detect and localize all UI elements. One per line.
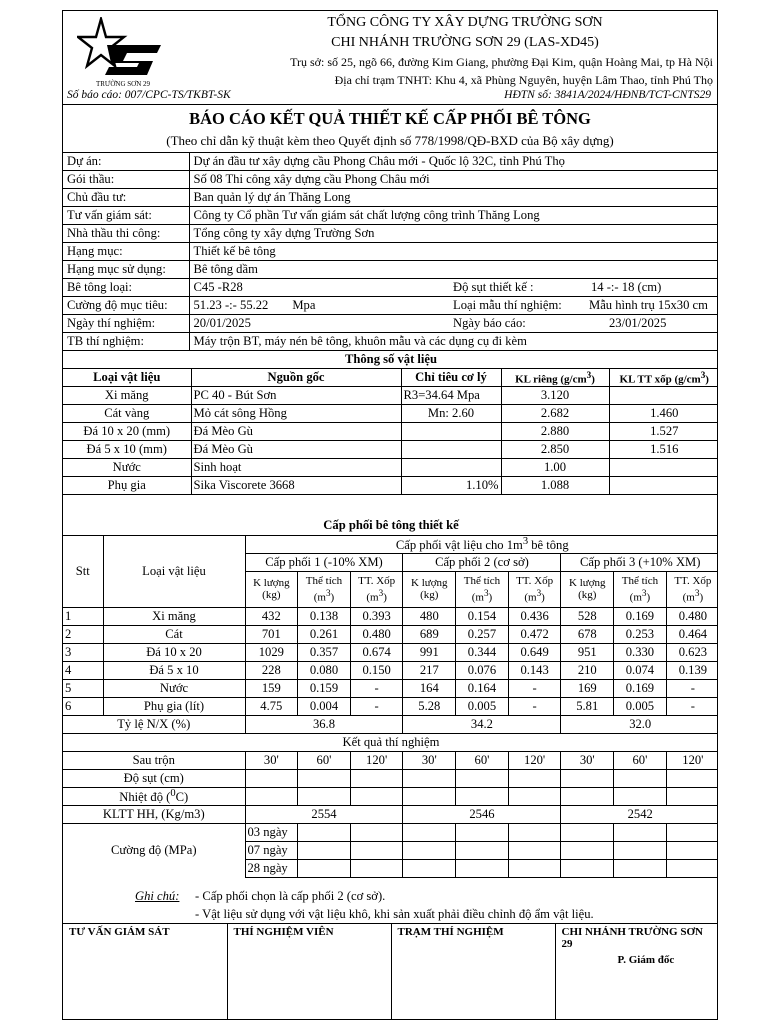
materials-section-title: Thông số vật liệu (63, 351, 718, 369)
signature-lab: TRẠM THÍ NGHIỆM (391, 924, 555, 1021)
signature-branch: CHI NHÁNH TRƯỜNG SƠN 29 P. Giám đốc (555, 924, 718, 1021)
table-row: 4 Đá 5 x 10 228 0.080 0.150 217 0.076 0.143 210 0.074 0.139 (63, 661, 718, 679)
info-row: Nhà thầu thi công: Tổng công ty xây dựng Trường Sơn (63, 225, 718, 243)
project-info-table (63, 152, 718, 351)
wc-ratio-row: Tỷ lệ N/X (%) 36.8 34.2 32.0 (63, 715, 718, 733)
table-row: 5 Nước 159 0.159 - 164 0.164 - 169 0.169 - (63, 679, 718, 697)
branch-name: CHI NHÁNH TRƯỜNG SƠN 29 (LAS-XD45) (331, 35, 599, 50)
mix-subheader: K lượng (kg) Thể tích $(m^3)$ TT. Xốp $(m^3)$ K lượng (kg) Thể tích $(m^3)$ TT. Xốp $(m^3)$ K lượng (kg) Thể tích $(m^3)$ TT. Xốp $(m^3)$ (63, 571, 718, 607)
signature-supervisor: TƯ VẤN GIÁM SÁT (63, 924, 227, 1021)
report-title: BÁO CÁO KẾT QUẢ THIẾT KẾ CẤP PHỐI BÊ TÔNG (189, 109, 591, 128)
results-section-title: Kết quả thí nghiệm (63, 733, 718, 751)
info-row: TB thí nghiệm: Máy trộn BT, máy nén bê tông, khuôn mẫu và các dụng cụ đi kèm (63, 333, 718, 351)
table-row: 6 Phụ gia (lít) 4.75 0.004 - 5.28 0.005 - 5.81 0.005 - (63, 697, 718, 715)
density-row: KLTT HH, (Kg/m3) 2554 2546 2542 (63, 805, 718, 823)
lab-address: Địa chỉ trạm TNHT: Khu 4, xã Phùng Nguyên, huyện Lâm Thao, tỉnh Phú Thọ (334, 73, 713, 87)
strength-row: Cường độ (MPa) 03 ngày (63, 823, 718, 841)
strength-row: 07 ngày (63, 841, 718, 859)
report-sheet (62, 10, 718, 1020)
signature-table (63, 923, 718, 1020)
note-1: - Cấp phối chọn là cấp phối 2 (cơ sở). (195, 889, 386, 903)
info-row: Hạng mục: Thiết kế bê tông (63, 243, 718, 261)
slump-row: Độ sụt (cm) (63, 769, 718, 787)
info-row: Gói thầu: Số 08 Thi công xây dựng cầu Phong Châu mới (63, 171, 718, 189)
table-row: Nước Sinh hoạt 1.00 (63, 459, 718, 477)
table-row: 2 Cát 701 0.261 0.480 689 0.257 0.472 678 0.253 0.464 (63, 625, 718, 643)
info-row: Chủ đầu tư: Ban quản lý dự án Thăng Long (63, 189, 718, 207)
company-name: TỔNG CÔNG TY XÂY DỰNG TRƯỜNG SƠN (327, 15, 603, 30)
table-row: Cát vàng Mỏ cát sông Hồng Mn: 2.60 2.682 1.460 (63, 405, 718, 423)
report-numbers (63, 89, 717, 105)
table-row: Đá 5 x 10 (mm) Đá Mèo Gù 2.850 1.516 (63, 441, 718, 459)
after-mix-row: Sau trộn 30' 60' 120' 30' 60' 120' 30' 60' 120' (63, 751, 718, 769)
table-row: 1 Xi măng 432 0.138 0.393 480 0.154 0.436 528 0.169 0.480 (63, 607, 718, 625)
note-2: - Vật liệu sử dụng với vật liệu khô, khi sản xuất phải điều chỉnh độ ẩm vật liệu. (195, 907, 594, 921)
strength-row: 28 ngày (63, 859, 718, 877)
materials-table (63, 350, 718, 495)
mix-design-table: Cấp phối bê tông thiết kế Stt Loại vật liệu Cấp phối vật liệu cho $1m^3$ bê tông Cấp phối 1 (-10% XM) Cấp phối 2 (cơ sở) Cấp phối 3 (+10% XM) K lượng (kg) Thể tích $(m^3)$ TT. Xốp $(m^3)$ K lượng (kg) Thể tích $(m^3)$ TT. Xốp $(m^3)$ K lượng (kg) Thể tích $(m^3)$ TT. Xốp $(m^3)$ 1 Xi măng 432 0.138 0.393 480 0.154 0.436 528 0.169 0.480 2 Cát 701 0.261 0.480 689 0.257 0.472 678 0.253 0.464 3 Đá 10 x 20 1029 0.357 0.674 991 0.344 0.649 951 0.330 0.623 4 Đá 5 x 10 228 0.080 0.150 217 0.076 0.143 210 0.074 0.139 5 Nước 159 0.159 - 164 0.164 - 169 0.169 - 6 Phụ gia (lít) 4.75 0.004 - 5.28 0.005 - 5.81 0.005 - Tỷ lệ N/X (%) 36.8 34.2 32.0 Kết quả thí nghiệm Sau trộn 30' 60' 120' 30' 60' 120' 30' 60' 120' Độ sụt (cm) Nhiệt độ ($^0$C) KLTT HH, (Kg/m3) 2554 2546 2542 Cường độ (MPa) 03 ngày 07 ngày 28 ngày (63, 517, 718, 878)
info-row: Tư vấn giám sát: Công ty Cổ phần Tư vấn giám sát chất lượng công trình Thăng Long (63, 207, 718, 225)
info-row: Bê tông loại: C45 -R28 Độ sụt thiết kế : 14 -:- 18 (cm) (63, 279, 718, 297)
materials-header: Loại vật liệu Nguồn gốc Chỉ tiêu cơ lý KL riêng $(g/cm^3)$ KL TT xốp $(g/cm^3)$ (63, 369, 718, 387)
table-row: Xi măng PC 40 - Bút Sơn R3=34.64 Mpa 3.120 (63, 387, 718, 405)
report-no: Số báo cáo: 007/CPC-TS/TKBT-SK (67, 89, 231, 101)
temperature-row: Nhiệt độ ($^0$C) (63, 787, 718, 805)
table-row: Đá 10 x 20 (mm) Đá Mèo Gù 2.880 1.527 (63, 423, 718, 441)
report-subtitle: (Theo chỉ dẫn kỹ thuật kèm theo Quyết định số 778/1998/QĐ-BXD của Bộ xây dựng) (166, 133, 614, 148)
office-address: Trụ sở: số 25, ngõ 66, đường Kim Giang, phường Đại Kim, quận Hoàng Mai, tp Hà Nội (290, 55, 713, 69)
info-row: Cường độ mục tiêu: 51.23 -:- 55.22 Mpa Loại mẫu thí nghiệm: Mẫu hình trụ 15x30 cm (63, 297, 718, 315)
table-row: 3 Đá 10 x 20 1029 0.357 0.674 991 0.344 0.649 951 0.330 0.623 (63, 643, 718, 661)
info-row: Hạng mục sử dụng: Bê tông dầm (63, 261, 718, 279)
contract-no: HĐTN số: 3841A/2024/HĐNB/TCT-CNTS29 (504, 89, 711, 101)
mix-section-title: Cấp phối bê tông thiết kế (63, 517, 718, 535)
info-row: Dự án: Dự án đầu tư xây dựng cầu Phong Châu mới - Quốc lộ 32C, tỉnh Phú Thọ (63, 153, 718, 171)
table-row: Phụ gia Sika Viscorete 3668 1.10% 1.088 (63, 477, 718, 495)
logo-text: TRƯỜNG SƠN 29 (95, 80, 151, 88)
notes-label: Ghi chú: (135, 889, 180, 903)
signature-technician: THÍ NGHIỆM VIÊN (227, 924, 391, 1021)
info-row: Ngày thí nghiệm: 20/01/2025 Ngày báo cáo: 23/01/2025 (63, 315, 718, 333)
company-logo (77, 17, 165, 89)
